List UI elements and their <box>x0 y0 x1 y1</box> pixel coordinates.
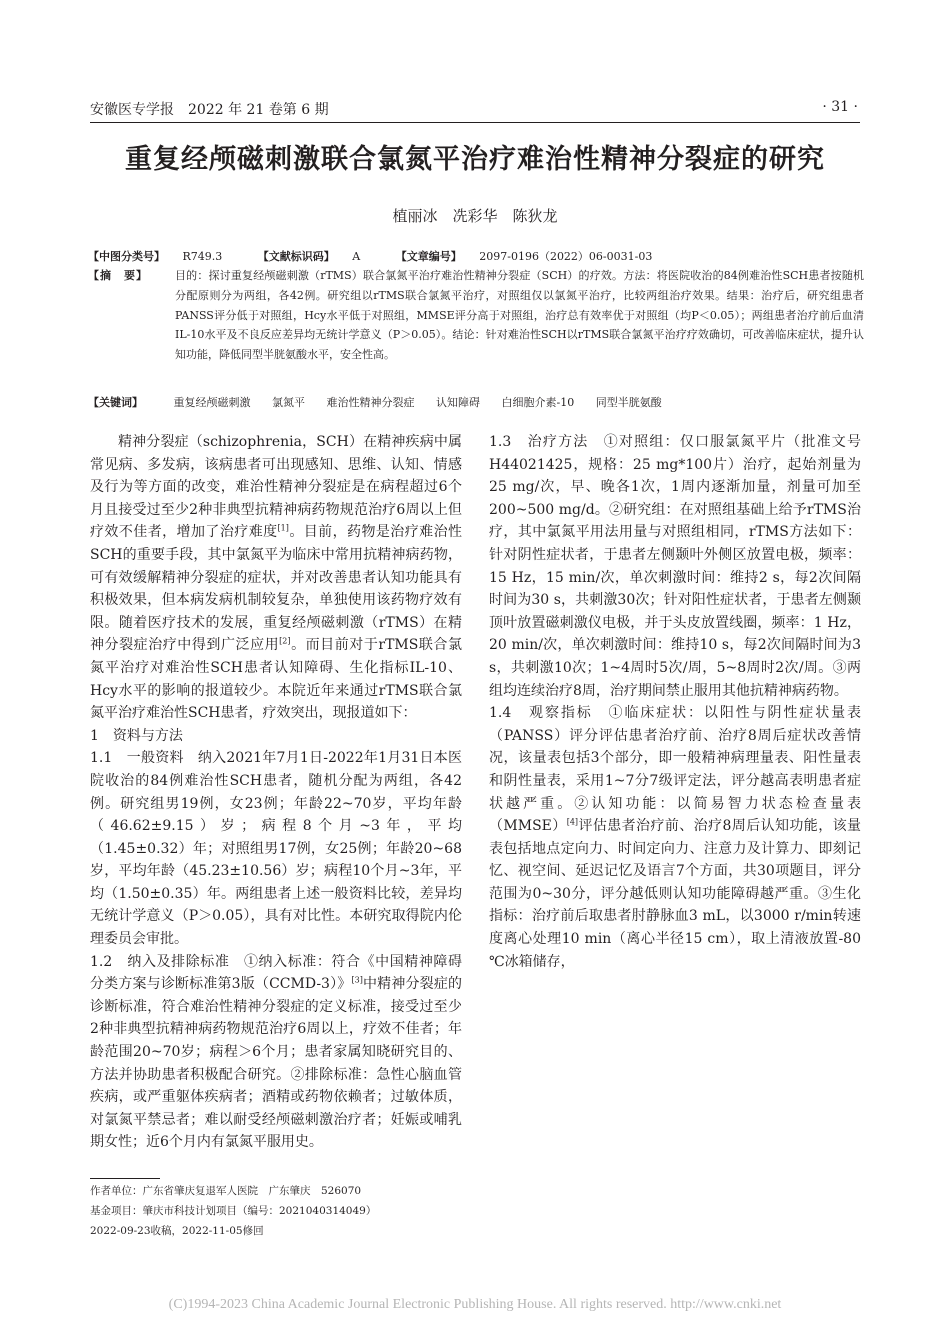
article-number-label: 【文章编号】 <box>395 250 462 263</box>
subsection-1-2 <box>90 951 462 1154</box>
page-number: · 31 · <box>822 99 858 115</box>
keywords-label: 【关键词】 <box>88 396 143 409</box>
intro-paragraph <box>90 431 462 725</box>
abstract <box>88 266 864 365</box>
body-column-left <box>90 431 462 1154</box>
citation: [4] <box>566 817 579 827</box>
received-dates: 2022-09-23收稿，2022-11-05修回 <box>90 1225 264 1237</box>
keywords <box>88 393 864 412</box>
subsection-1-4 <box>489 702 861 973</box>
citation: [1] <box>277 523 289 533</box>
author-unit: 作者单位：广东省肇庆复退军人医院 广东肇庆 526070 <box>90 1185 362 1197</box>
intro-text-c: 。而目前对于rTMS联合氯氮平治疗对难治性SCH患者认知障碍、生化指标IL-10、Hcy水平的影响的报道较少。本院近年来通过rTMS联合氯氮平治疗难治性SCH患者，疗效突出，现报道如下： <box>90 637 462 722</box>
running-header-journal: 安徽医专学报 2022 年 21 卷第 6 期 <box>90 102 329 118</box>
keyword: 同型半胱氨酸 <box>595 396 662 409</box>
fund-project: 基金项目：肇庆市科技计划项目（编号：2021040314049） <box>90 1205 377 1217</box>
copyright-watermark: (C)1994-2023 China Academic Journal Electronic Publishing House. All rights reserved. http://www.cnki.net <box>168 1297 782 1312</box>
article-number-value: 2097-0196（2022）06-0031-03 <box>479 250 653 263</box>
inclusion-text-b: 中精神分裂症的诊断标准，符合难治性精神分裂症的定义标准，接受过至少2种非典型抗精神病药物规范治疗6周以上，疗效不佳者；年龄范围20~70岁；病程＞6个月；患者家属知晓研究目的、方法并协助患者积极配合研究。②排除标准：急性心脑血管疾病，或严重躯体疾病者；酒精或药物依赖者；过敏体质，对氯氮平禁忌者；难以耐受经颅磁刺激治疗者；妊娠或哺乳期女性；近6个月内有氯氮平服用史。 <box>90 976 463 1151</box>
inclusion-text-a: 1.2 纳入及排除标准 ①纳入标准：符合《中国精神障碍分类方案与诊断标准第3版（CCMD-3）》 <box>90 953 462 993</box>
classification-line <box>88 247 864 266</box>
section-heading: 1 资料与方法 <box>90 727 183 744</box>
footnote-rule <box>90 1178 160 1179</box>
intro-text-b: 。目前，药物是治疗难治性SCH的重要手段，其中氯氮平为临床中常用抗精神病药物，可有效缓解精神分裂症的症状，并对改善患者认知功能具有积极效果，但本病发病机制较复杂，单独使用该药物疗效有限。随着医疗技术的发展，重复经颅磁刺激（rTMS）在精神分裂症治疗中得到广泛应用 <box>90 524 463 654</box>
subsection-1-1: 1.1 一般资料 纳入2021年7月1日-2022年1月31日本医院收治的84例难治性SCH患者，随机分配为两组，各42例。研究组男19例，女23例；年龄22~70岁，平均年龄（46.62±9.15）岁；病程8个月~3年，平均（1.45±0.32）年；对照组男17例，女25例；年龄20~68岁，平均年龄（45.23±10.56）岁；病程10个月~3年，平均（1.50±0.35）年。两组患者上述一般资料比较，差异均无统计学意义（P＞0.05），具有对比性。本研究取得院内伦理委员会审批。 <box>90 750 462 948</box>
subsection-1-3: 1.3 治疗方法 ①对照组：仅口服氯氮平片（批准文号H44021425，规格：25 mg*100片）治疗，起始剂量为25 mg/次，早、晚各1次，1周内逐渐加量，剂量可加至200~500 mg/d。②研究组：在对照组基础上给予rTMS治疗，其中氯氮平用法用量与对照组相同，rTMS方法如下：针对阴性症状者，于患者左侧颞叶外侧区放置电极，频率：15 Hz，15 min/次，单次刺激时间：维持2 s，每2次间隔时间为30 s，共刺激30次；针对阳性症状者，于患者左侧颞顶叶放置磁刺激仪电极，并于头皮放置线圈，频率：1 Hz，20 min/次，单次刺激时间：维持10 s，每2次间隔时间为3 s，共刺激10次；1~4周时5次/周，5~8周时2次/周。③两组均连续治疗8周，治疗期间禁止服用其他抗精神病药物。 <box>489 434 861 699</box>
body-column-right <box>489 431 861 973</box>
keyword: 白细胞介素-10 <box>501 396 575 409</box>
keyword: 重复经颅磁刺激 <box>173 396 251 409</box>
abstract-label: 【摘 要】 <box>88 269 148 282</box>
citation: [3] <box>351 975 363 985</box>
observation-text-b: 评估患者治疗前、治疗8周后认知功能，该量表包括地点定向力、时间定向力、注意力及计算力、即刻记忆、视空间、延迟记忆及语言7个方面，共30项题目，评分范围为0~30分，评分越低则认知功能障碍越严重。③生化指标：治疗前后取患者肘静脉血3 mL，以3000 r/min转速度离心处理10 min（离心半径15 cm），取上清液放置-80 ℃冰箱储存， <box>489 818 862 970</box>
doc-code-label: 【文献标识码】 <box>257 250 335 263</box>
doc-code-value: A <box>352 250 361 263</box>
keyword: 认知障碍 <box>436 396 480 409</box>
citation: [2] <box>279 636 291 646</box>
keyword: 难治性精神分裂症 <box>326 396 415 409</box>
observation-text-a: 1.4 观察指标 ①临床症状：以阳性与阴性症状量表（PANSS）评分评估患者治疗前、治疗8周后症状改善情况，该量表包括3个部分，即一般精神病理量表、阳性量表和阴性量表，采用1~7分7级评定法，评分越高表明患者症状越严重。②认知功能：以简易智力状态检查量表（MMSE） <box>489 705 861 835</box>
intro-text-a: 精神分裂症（schizophrenia，SCH）在精神疾病中属常见病、多发病，该病患者可出现感知、思维、认知、情感及行为等方面的改变，难治性精神分裂症是在病程超过6个月且接受过至少2种非典型抗精神病药物规范治疗6周以上但疗效不佳者，增加了治疗难度 <box>90 434 462 541</box>
header-rule <box>90 122 860 123</box>
keyword: 氯氮平 <box>272 396 305 409</box>
abstract-text: 目的：探讨重复经颅磁刺激（rTMS）联合氯氮平治疗难治性精神分裂症（SCH）的疗效。方法：将医院收治的84例难治性SCH患者按随机分配原则分为两组，各42例。研究组以rTMS联合氯氮平治疗，对照组仅以氯氮平治疗，比较两组治疗效果。结果：治疗后，研究组患者PANSS评分低于对照组，Hcy水平低于对照组，MMSE评分高于对照组，治疗总有效率优于对照组（均P＜0.05）；两组患者治疗前后血清IL-10水平及不良反应差异均无统计学意义（P＞0.05）。结论：针对难治性SCH以rTMS联合氯氮平治疗疗效确切，可改善临床症状，提升认知功能，降低同型半胱氨酸水平，安全性高。 <box>175 269 864 362</box>
article-title: 重复经颅磁刺激联合氯氮平治疗难治性精神分裂症的研究 <box>125 144 825 175</box>
authors: 植丽冰 冼彩华 陈狄龙 <box>392 207 558 225</box>
clc-label: 【中图分类号】 <box>88 250 165 263</box>
footnote <box>90 1181 470 1241</box>
clc-value: R749.3 <box>182 250 223 263</box>
